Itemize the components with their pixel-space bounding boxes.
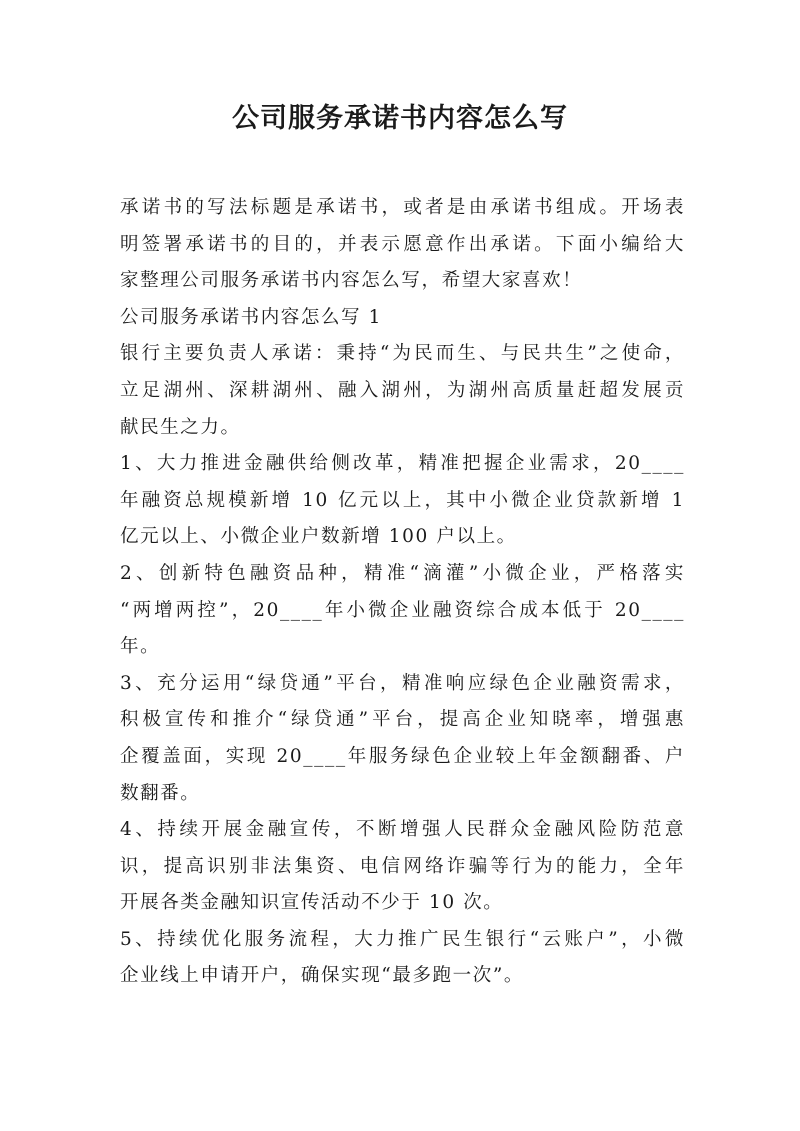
text-line: 积极宣传和推介“绿贷通”平台，提高企业知晓率，增强惠 bbox=[120, 709, 685, 731]
text-line: 银行主要负责人承诺：秉持“为民而生、与民共生”之使命， bbox=[120, 343, 685, 365]
document-title: 公司服务承诺书内容怎么写 bbox=[232, 103, 568, 134]
text-line: 数翻番。 bbox=[120, 782, 201, 804]
text-line: 家整理公司服务承诺书内容怎么写，希望大家喜欢！ bbox=[120, 270, 583, 292]
text-line: 3、充分运用“绿贷通”平台，精准响应绿色企业融资需求， bbox=[120, 672, 685, 694]
text-line: 企业线上申请开户，确保实现“最多跑一次”。 bbox=[120, 965, 525, 987]
list-item-1 bbox=[120, 446, 685, 556]
text-line: 年。 bbox=[120, 636, 161, 658]
text-line: 明签署承诺书的目的，并表示愿意作出承诺。下面小编给大 bbox=[120, 233, 685, 255]
text-line: 识，提高识别非法集资、电信网络诈骗等行为的能力，全年 bbox=[120, 855, 685, 877]
text-line: 开展各类金融知识宣传活动不少于 10 次。 bbox=[120, 892, 504, 914]
text-line: 年融资总规模新增 10 亿元以上，其中小微企业贷款新增 1 bbox=[120, 489, 685, 511]
text-line: 献民生之力。 bbox=[120, 416, 241, 438]
intro-paragraph bbox=[120, 190, 685, 300]
list-item-4 bbox=[120, 812, 685, 922]
text-line: 1、大力推进金融供给侧改革，精准把握企业需求，20____ bbox=[120, 453, 685, 475]
commitment-paragraph bbox=[120, 336, 685, 446]
text-line: “两增两控”，20____年小微企业融资综合成本低于 20____ bbox=[120, 599, 685, 621]
text-line: 亿元以上、小微企业户数新增 100 户以上。 bbox=[120, 526, 517, 548]
text-line: 立足湖州、深耕湖州、融入湖州，为湖州高质量赶超发展贡 bbox=[120, 379, 685, 401]
text-line: 公司服务承诺书内容怎么写 1 bbox=[120, 306, 383, 328]
text-line: 企覆盖面，实现 20____年服务绿色企业较上年金额翻番、户 bbox=[120, 745, 685, 767]
list-item-2 bbox=[120, 556, 685, 666]
list-item-5 bbox=[120, 922, 685, 995]
document-body bbox=[120, 190, 685, 995]
section-heading bbox=[120, 300, 685, 337]
text-line: 承诺书的写法标题是承诺书，或者是由承诺书组成。开场表 bbox=[120, 197, 685, 218]
text-line: 5、持续优化服务流程，大力推广民生银行“云账户”，小微 bbox=[120, 928, 685, 950]
list-item-3 bbox=[120, 666, 685, 812]
text-line: 4、持续开展金融宣传，不断增强人民群众金融风险防范意 bbox=[120, 819, 685, 841]
text-line: 2、创新特色融资品种，精准“滴灌”小微企业，严格落实 bbox=[120, 562, 685, 584]
